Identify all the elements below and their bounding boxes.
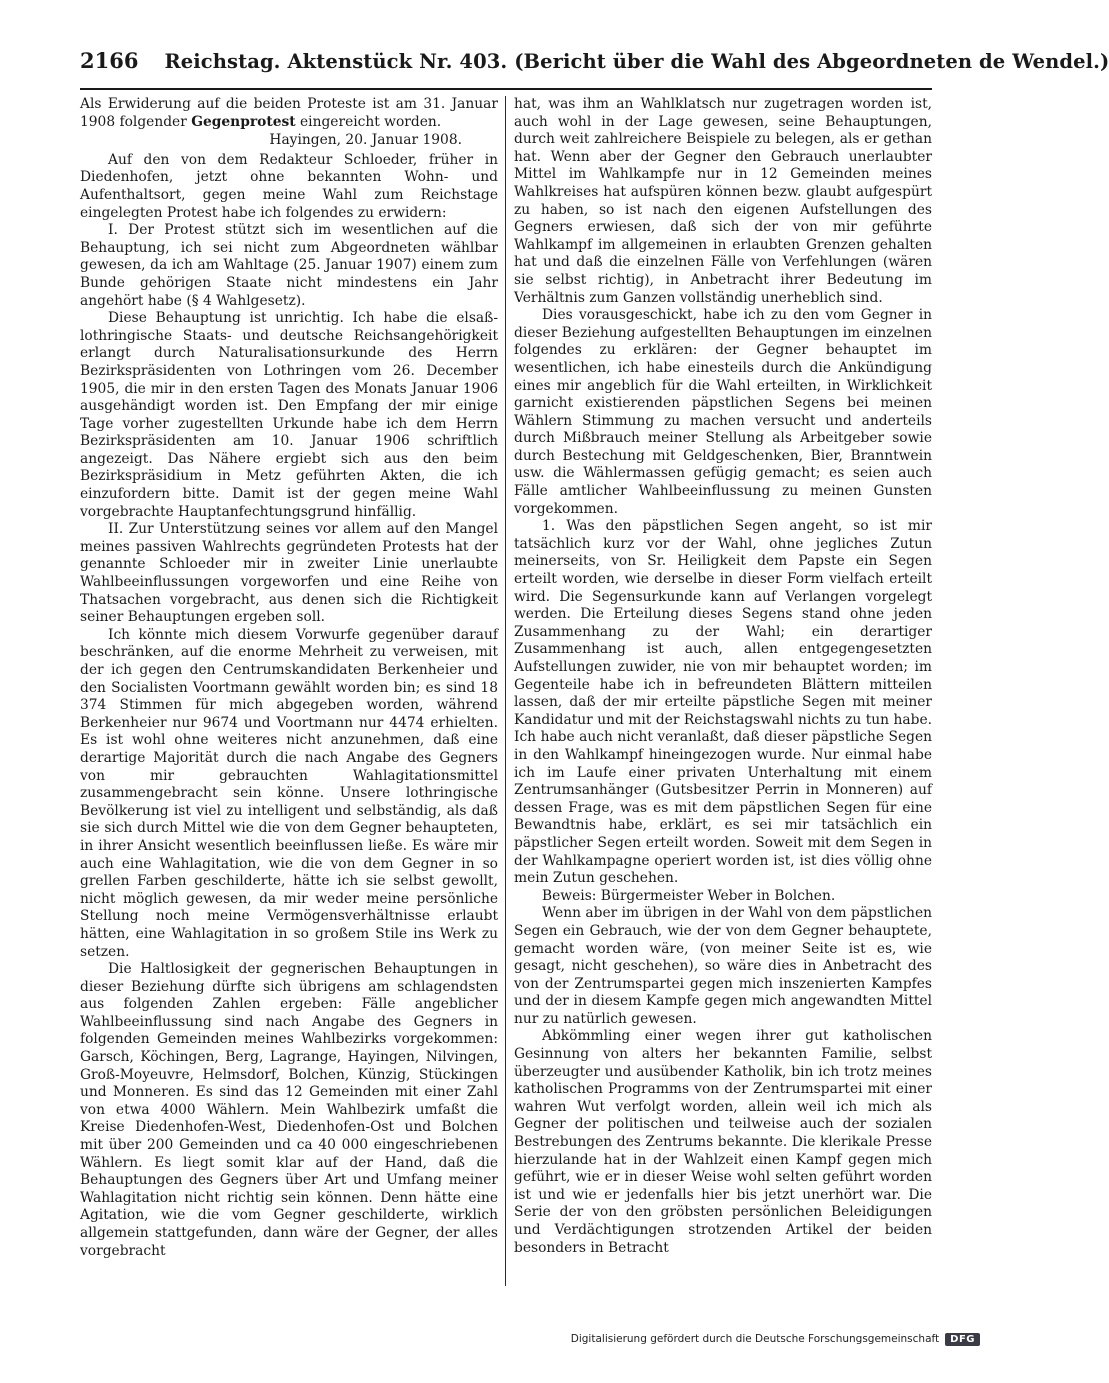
text-columns [80,96,932,1286]
paragraph: Auf den von dem Redakteur Schloeder, früher in Diedenhofen, jetzt ohne bekannten Wohn- und Aufenthaltsort, gegen meine Wahl zum Reichstage eingelegten Protest habe ich folgendes zu erwidern: [80,151,498,221]
paragraph: Abkömmling einer wegen ihrer gut katholischen Gesinnung von alters her bekannten Familie, selbst überzeugter und ausübender Katholik, bin ich trotz meines katholischen Programms von der Zentrumspartei mit einer wahren Wut verfolgt worden, allein weil ich mich als Gegner der politischen und teilweise auch der sozialen Bestrebungen des Zentrums bekannte. Die klerikale Presse hierzulande hat in der Wahlzeit einen Kampf gegen mich geführt, wie er in dieser Weise wohl selten geführt worden ist und wie er jedenfalls hier bis jetzt unerhört war. Die Serie der von den gröbsten persönlichen Beleidigungen und Verdächtigungen strotzenden Artikel der beiden besonders in Betracht [514,1028,932,1256]
paragraph: Wenn aber im übrigen in der Wahl von dem päpstlichen Segen ein Gebrauch, wie der von dem Gegner behauptete, gemacht worden wäre, (von meiner Seite ist es, wie gesagt, nicht geschehen), so wäre dies in Anbetracht des von der Zentrumspartei gegen mich inszenierten Kampfes und der in diesem Kampfe gegen mich angewandten Mittel nur zu natürlich gewesen. [514,905,932,1027]
bold-term: Gegenprotest [191,113,296,130]
running-title: Reichstag. Aktenstück Nr. 403. (Bericht über die Wahl des Abgeordneten de Wendel.) [164,50,1109,73]
paragraph: Die Haltlosigkeit der gegnerischen Behauptungen in dieser Beziehung dürfte sich übrigens am schlagendsten aus folgenden Zahlen ergeben: Fälle angeblicher Wahlbeeinflussung sind nach Angabe des Gegners in folgenden Gemeinden meines Wahlbezirks vorgekommen: Garsch, Köchingen, Berg, Lagrange, Hayingen, Nilvingen, Groß-Moyeuvre, Helmsdorf, Bolchen, Künzig, Stückingen und Monneren. Es sind das 12 Gemeinden mit einer Zahl von etwa 4000 Wählern. Mein Wahlbezirk umfaßt die Kreise Diedenhofen-West, Diedenhofen-Ost und Bolchen mit über 200 Gemeinden und ca 40 000 eingeschriebenen Wählern. Es liegt somit klar auf der Hand, daß die Behauptungen des Gegners über Art und Umfang meiner Wahlagitation nicht richtig sein können. Denn hätte eine Agitation, wie die vom Gegner geschilderte, wirklich allgemein stattgefunden, dann wäre der Gegner, der alles vorgebracht [80,961,498,1259]
paragraph: 1. Was den päpstlichen Segen angeht, so ist mir tatsächlich kurz vor der Wahl, ohne jegliches Zutun meinerseits, von Sr. Heiligkeit dem Papste ein Segen erteilt worden, wie derselbe in dieser Form vielfach erteilt wird. Die Segensurkunde kann auf Verlangen vorgelegt werden. Die Erteilung dieses Segens stand ohne jeden Zusammenhang zu der Wahl; ein derartiger Zusammenhang ist auch, allen entgegengesetzten Aufstellungen zuwider, nie von mir behauptet worden; im Gegenteile habe ich in befreundeten Blättern mitteilen lassen, daß der mir erteilte päpstliche Segen mit meiner Kandidatur und mit der Reichstagswahl nichts zu tun habe. Ich habe auch nicht veranlaßt, daß dieser päpstliche Segen in den Wahlkampf hineingezogen wurde. Nur einmal habe ich im Laufe einer privaten Unterhaltung mit einem Zentrumsanhänger (Gutsbesitzer Perrin in Monneren) auf dessen Frage, was es mit dem päpstlichen Segen für eine Bewandtnis habe, erklärt, es sei mir tatsächlich ein päpstlicher Segen erteilt worden. Soweit mit dem Segen in der Wahlkampagne operiert worden ist, ist dies völlig ohne mein Zutun geschehen. [514,518,932,887]
intro-after: eingereicht worden. [295,113,442,130]
dfg-logo: DFG [945,1333,980,1346]
paragraph: Ich könnte mich diesem Vorwurfe gegenüber darauf beschränken, auf die enorme Mehrheit zu verweisen, mit der ich gegen den Centrumskandidaten Berkenheier und den Socialisten Voortmann gewählt worden bin; es sind 18 374 Stimmen für mich abgegeben worden, während Berkenheier nur 9674 und Voortmann nur 4474 erhielten. Es ist wohl ohne weiteres nicht anzunehmen, daß eine derartige Majorität durch die nach Angabe des Gegners von mir gebrauchten Wahlagitationsmittel zusammengebracht sein könne. Unsere lothringische Bevölkerung ist viel zu intelligent und selbständig, als daß sie sich durch Mittel wie die von dem Gegner behaupteten, in ihrer Ansicht wesentlich beeinflussen ließe. Es wäre mir auch eine Wahlagitation, wie die von dem Gegner in so grellen Farben geschilderte, hätte ich sie selbst gewollt, nicht möglich gewesen, da mir weder meine persönliche Stellung noch meine Vermögensverhältnisse erlaubt hätten, eine Wahlagitation in so großem Stile ins Werk zu setzen. [80,626,498,960]
intro-text: Als Erwiderung auf die beiden Proteste ist am 31. Januar 1908 folgender [80,96,498,130]
paragraph: I. Der Protest stützt sich im wesentlichen auf die Behauptung, ich sei nicht zum Abgeordneten wählbar gewesen, da ich am Wahltage (25. Januar 1907) einem zum Bunde gehörigen Staate nicht mindestens ein Jahr angehört habe (§ 4 Wahlgesetz). [80,222,498,309]
left-column [80,96,498,1286]
column-divider [505,96,506,1286]
right-column [514,96,932,1286]
evidence-line: Beweis: Bürgermeister Weber in Bolchen. [542,887,836,904]
page-number: 2166 [80,48,139,73]
paragraph: hat, was ihm an Wahlklatsch nur zugetragen worden ist, auch wohl in der Lage gewesen, seine Behauptungen, durch weit zahlreichere Beispiele zu belegen, als er gethan hat. Wenn aber der Gegner den Gebrauch unerlaubter Mittel im Wahlkampfe nur in 12 Gemeinden meines Wahlkreises hat aufspüren können bezw. glaubt aufgespürt zu haben, so ist nach den eigenen Aufstellungen des Gegners erwiesen, daß sich der von mir geführte Wahlkampf im allgemeinen in erlaubten Grenzen gehalten hat und daß die einzelnen Fälle von Verfehlungen (wären sie selbst richtig), in Anbetracht ihrer Bedeutung im Verhältnis zum Ganzen vollständig unerheblich sind. [514,96,932,306]
credit-text: Digitalisierung gefördert durch die Deutsche Forschungsgemeinschaft [570,1333,940,1345]
paragraph: II. Zur Unterstützung seines vor allem auf den Mangel meines passiven Wahlrechts gegründeten Protests hat der genannte Schloeder mir in zweiter Linie unerlaubte Wahlbeeinflussungen vorgeworfen und eine Reihe von Thatsachen vorgebracht, aus denen sich die Richtigkeit seiner Behauptungen ergeben soll. [80,521,498,626]
digitization-credit [571,1329,980,1349]
paragraph: Diese Behauptung ist unrichtig. Ich habe die elsaß-lothringische Staats- und deutsche Reichsangehörigkeit erlangt durch Naturalisationsurkunde des Herrn Bezirkspräsidenten von Lothringen vom 26. December 1905, die mir in den ersten Tagen des Monats Januar 1906 ausgehändigt worden ist. Den Empfang der mir einige Tage vorher zugestellten Urkunde habe ich dem Herrn Bezirkspräsidenten am 10. Januar 1906 schriftlich angezeigt. Das Nähere ergiebt sich aus den beim Bezirkspräsidium in Metz geführten Akten, die ich einzufordern bitte. Damit ist der gegen meine Wahl vorgebrachte Hauptanfechtungsgrund hinfällig. [80,310,498,520]
intro-paragraph [80,96,498,131]
place-date: Hayingen, 20. Januar 1908. [269,132,462,149]
page-header [80,48,1109,90]
paragraph: Dies vorausgeschickt, habe ich zu den vom Gegner in dieser Beziehung aufgestellten Behauptungen im einzelnen folgendes zu erklären: der Gegner behauptet im wesentlichen, ich habe einesteils durch die Ankündigung eines mir angeblich für die Wahl erteilten, in Wirklichkeit garnicht existierenden päpstlichen Segens bei meinen Wählern Stimmung zu machen versucht und anderteils durch Mißbrauch meiner Stellung als Arbeitgeber sowie durch Bestechung mit Geldgeschenken, Bier, Branntwein usw. die Wählermassen gefügig gemacht; es seien auch Fälle amtlicher Wahlbeeinflussung zu meinen Gunsten vorgekommen. [514,307,932,517]
